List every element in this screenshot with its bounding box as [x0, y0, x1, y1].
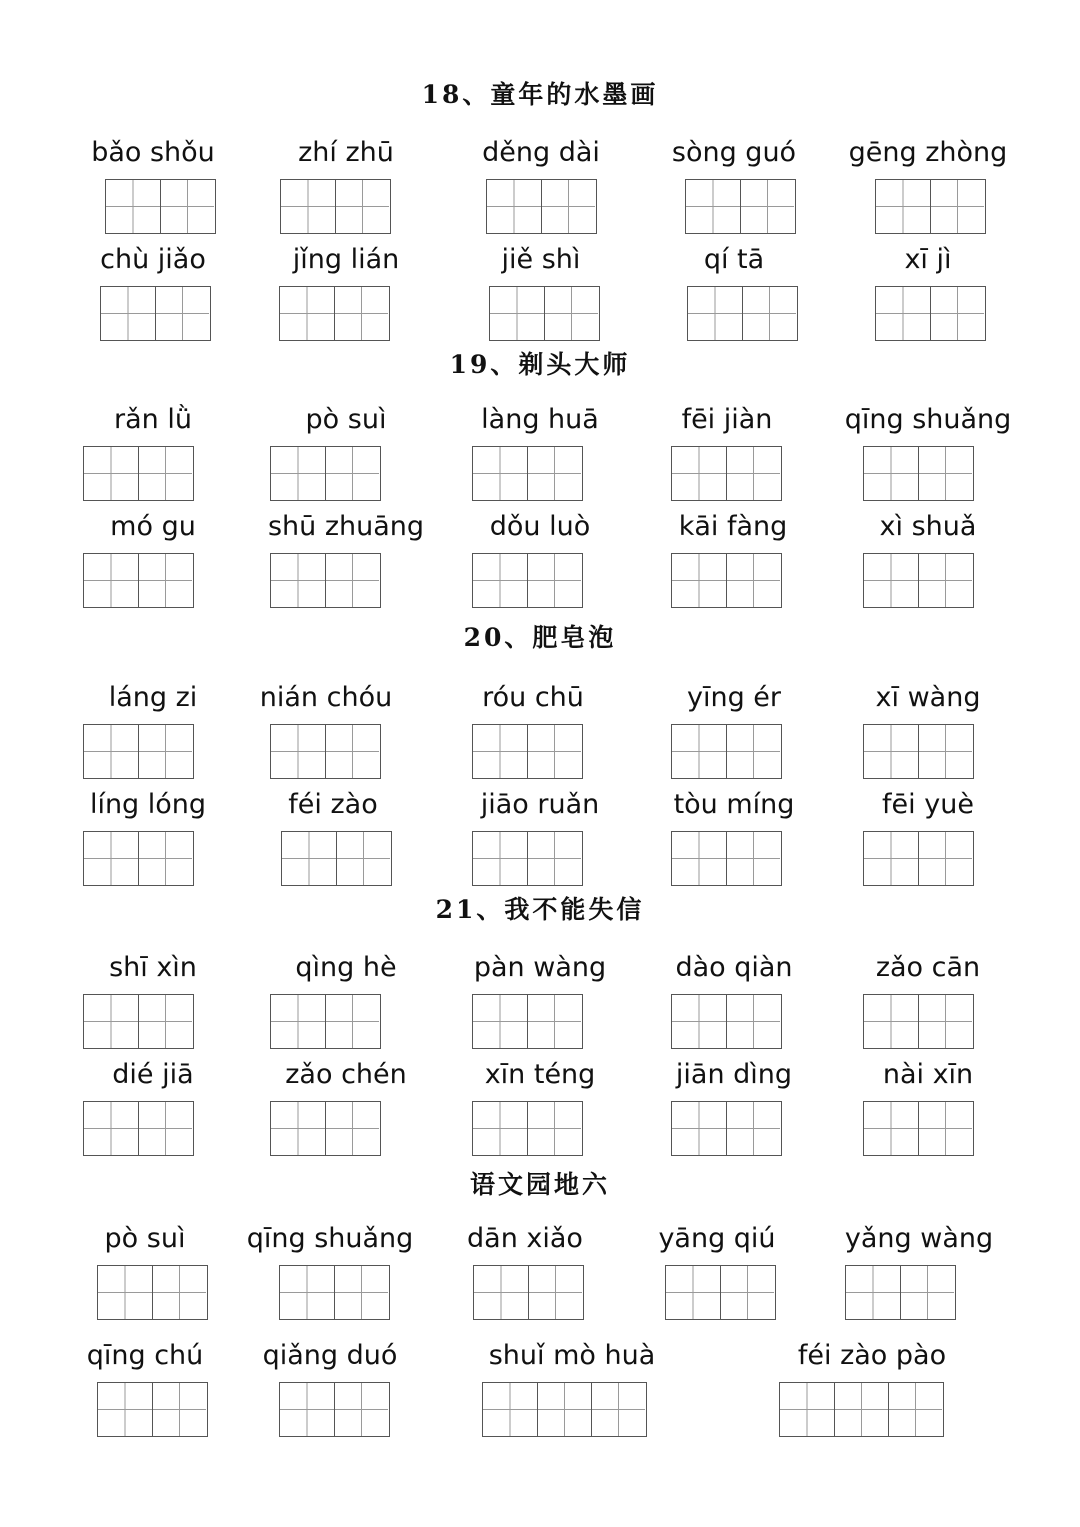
pinyin-label: tòu míng [673, 789, 795, 820]
tian-zi-cell[interactable] [742, 287, 796, 340]
writing-boxes[interactable] [83, 831, 194, 886]
tian-zi-cell[interactable] [726, 554, 780, 607]
tian-zi-cell[interactable] [918, 447, 972, 500]
pinyin-label: pò suì [305, 404, 387, 435]
tian-zi-cell[interactable] [541, 180, 595, 233]
writing-boxes[interactable] [671, 553, 782, 608]
tian-zi-cell[interactable] [84, 554, 138, 607]
pinyin-label: dān xiǎo [467, 1223, 583, 1254]
tian-zi-cell[interactable] [473, 447, 527, 500]
pinyin-label: fēi yuè [882, 789, 974, 820]
pinyin-label: yāng qiú [658, 1223, 776, 1254]
pinyin-label: shuǐ mò huà [488, 1340, 656, 1371]
pinyin-label: shī xìn [109, 952, 197, 983]
tian-zi-cell[interactable] [930, 180, 984, 233]
tian-zi-cell[interactable] [726, 1102, 780, 1155]
tian-zi-cell[interactable] [876, 287, 930, 340]
tian-zi-cell[interactable] [864, 995, 918, 1048]
writing-boxes[interactable] [779, 1382, 944, 1437]
pinyin-label: qīng shuǎng [844, 404, 1012, 435]
tian-zi-cell[interactable] [325, 447, 379, 500]
pinyin-label: róu chū [482, 682, 584, 713]
pinyin-label: pò suì [104, 1223, 186, 1254]
tian-zi-cell[interactable] [138, 1102, 192, 1155]
pinyin-label: xī jì [904, 244, 952, 275]
pinyin-label: xīn téng [484, 1059, 596, 1090]
tian-zi-cell[interactable] [666, 1266, 720, 1319]
tian-zi-cell[interactable] [473, 725, 527, 778]
writing-boxes[interactable] [279, 1265, 390, 1320]
tian-zi-cell[interactable] [528, 1266, 582, 1319]
tian-zi-cell[interactable] [106, 180, 160, 233]
section-title: 20、肥皂泡 [463, 623, 617, 652]
tian-zi-cell[interactable] [537, 1383, 591, 1436]
tian-zi-cell[interactable] [138, 447, 192, 500]
tian-zi-cell[interactable] [474, 1266, 528, 1319]
pinyin-label: sòng guó [671, 137, 797, 168]
tian-zi-cell[interactable] [271, 447, 325, 500]
writing-boxes[interactable] [472, 553, 583, 608]
tian-zi-cell[interactable] [271, 995, 325, 1048]
writing-boxes[interactable] [280, 179, 391, 234]
tian-zi-cell[interactable] [864, 832, 918, 885]
writing-boxes[interactable] [665, 1265, 776, 1320]
writing-boxes[interactable] [270, 994, 381, 1049]
tian-zi-cell[interactable] [918, 1102, 972, 1155]
pinyin-label: zǎo chén [285, 1059, 407, 1090]
tian-zi-cell[interactable] [780, 1383, 834, 1436]
writing-boxes[interactable] [97, 1265, 208, 1320]
writing-boxes[interactable] [472, 831, 583, 886]
tian-zi-cell[interactable] [84, 995, 138, 1048]
writing-boxes[interactable] [863, 553, 974, 608]
pinyin-label: xī wàng [875, 682, 981, 713]
pinyin-label: féi zào pào [797, 1340, 947, 1371]
writing-boxes[interactable] [281, 831, 392, 886]
pinyin-label: zhí zhū [298, 137, 394, 168]
pinyin-label: dǒu luò [489, 511, 591, 542]
tian-zi-cell[interactable] [98, 1383, 152, 1436]
writing-boxes[interactable] [489, 286, 600, 341]
tian-zi-cell[interactable] [672, 554, 726, 607]
tian-zi-cell[interactable] [864, 1102, 918, 1155]
tian-zi-cell[interactable] [473, 832, 527, 885]
tian-zi-cell[interactable] [918, 832, 972, 885]
tian-zi-cell[interactable] [726, 995, 780, 1048]
writing-boxes[interactable] [83, 446, 194, 501]
pinyin-label: nián chóu [259, 682, 393, 713]
tian-zi-cell[interactable] [672, 995, 726, 1048]
tian-zi-cell[interactable] [325, 725, 379, 778]
pinyin-label: qìng hè [295, 952, 397, 983]
writing-boxes[interactable] [671, 994, 782, 1049]
tian-zi-cell[interactable] [846, 1266, 900, 1319]
writing-boxes[interactable] [105, 179, 216, 234]
pinyin-label: rǎn lǜ [114, 404, 192, 435]
tian-zi-cell[interactable] [325, 1102, 379, 1155]
writing-boxes[interactable] [472, 724, 583, 779]
tian-zi-cell[interactable] [527, 1102, 581, 1155]
tian-zi-cell[interactable] [686, 180, 740, 233]
tian-zi-cell[interactable] [740, 180, 794, 233]
tian-zi-cell[interactable] [726, 725, 780, 778]
tian-zi-cell[interactable] [271, 725, 325, 778]
pinyin-label: pàn wàng [473, 952, 607, 983]
pinyin-label: qiǎng duó [262, 1340, 398, 1371]
tian-zi-cell[interactable] [726, 832, 780, 885]
tian-zi-cell[interactable] [101, 287, 155, 340]
tian-zi-cell[interactable] [888, 1383, 942, 1436]
writing-boxes[interactable] [83, 553, 194, 608]
section-title: 21、我不能失信 [435, 895, 645, 924]
tian-zi-cell[interactable] [335, 180, 389, 233]
tian-zi-cell[interactable] [864, 725, 918, 778]
pinyin-label: chù jiǎo [100, 244, 206, 275]
tian-zi-cell[interactable] [138, 725, 192, 778]
writing-boxes[interactable] [83, 1101, 194, 1156]
tian-zi-cell[interactable] [473, 995, 527, 1048]
tian-zi-cell[interactable] [688, 287, 742, 340]
writing-boxes[interactable] [875, 286, 986, 341]
writing-boxes[interactable] [83, 724, 194, 779]
tian-zi-cell[interactable] [876, 180, 930, 233]
section-title: 语文园地六 [469, 1170, 610, 1199]
tian-zi-cell[interactable] [138, 832, 192, 885]
tian-zi-cell[interactable] [527, 832, 581, 885]
writing-boxes[interactable] [863, 446, 974, 501]
pinyin-label: mó gu [110, 511, 196, 542]
tian-zi-cell[interactable] [155, 287, 209, 340]
tian-zi-cell[interactable] [918, 554, 972, 607]
tian-zi-cell[interactable] [672, 1102, 726, 1155]
tian-zi-cell[interactable] [152, 1383, 206, 1436]
writing-boxes[interactable] [875, 179, 986, 234]
tian-zi-cell[interactable] [527, 725, 581, 778]
tian-zi-cell[interactable] [473, 554, 527, 607]
tian-zi-cell[interactable] [672, 447, 726, 500]
tian-zi-cell[interactable] [726, 447, 780, 500]
tian-zi-cell[interactable] [98, 1266, 152, 1319]
tian-zi-cell[interactable] [473, 1102, 527, 1155]
writing-boxes[interactable] [685, 179, 796, 234]
tian-zi-cell[interactable] [864, 554, 918, 607]
tian-zi-cell[interactable] [334, 1266, 388, 1319]
writing-boxes[interactable] [863, 724, 974, 779]
tian-zi-cell[interactable] [160, 180, 214, 233]
tian-zi-cell[interactable] [271, 1102, 325, 1155]
tian-zi-cell[interactable] [280, 1266, 334, 1319]
writing-boxes[interactable] [863, 831, 974, 886]
tian-zi-cell[interactable] [864, 447, 918, 500]
pinyin-label: yǎng wàng [844, 1223, 994, 1254]
pinyin-label: nài xīn [882, 1059, 974, 1090]
writing-boxes[interactable] [671, 831, 782, 886]
writing-boxes[interactable] [472, 1101, 583, 1156]
pinyin-label: děng dài [482, 137, 600, 168]
tian-zi-cell[interactable] [280, 287, 334, 340]
tian-zi-cell[interactable] [84, 832, 138, 885]
pinyin-label: kāi fàng [678, 511, 788, 542]
tian-zi-cell[interactable] [281, 180, 335, 233]
pinyin-label: jiān dìng [675, 1059, 793, 1090]
pinyin-label: qīng shuǎng [246, 1223, 414, 1254]
tian-zi-cell[interactable] [336, 832, 390, 885]
pinyin-label: shū zhuāng [267, 511, 425, 542]
tian-zi-cell[interactable] [672, 725, 726, 778]
tian-zi-cell[interactable] [490, 287, 544, 340]
pinyin-label: jiāo ruǎn [480, 789, 600, 820]
writing-boxes[interactable] [279, 1382, 390, 1437]
writing-boxes[interactable] [270, 1101, 381, 1156]
tian-zi-cell[interactable] [138, 995, 192, 1048]
tian-zi-cell[interactable] [325, 554, 379, 607]
tian-zi-cell[interactable] [834, 1383, 888, 1436]
writing-boxes[interactable] [486, 179, 597, 234]
writing-boxes[interactable] [482, 1382, 647, 1437]
pinyin-label: qīng chú [86, 1340, 204, 1371]
writing-boxes[interactable] [279, 286, 390, 341]
tian-zi-cell[interactable] [918, 995, 972, 1048]
writing-boxes[interactable] [863, 1101, 974, 1156]
writing-boxes[interactable] [472, 446, 583, 501]
tian-zi-cell[interactable] [591, 1383, 645, 1436]
writing-boxes[interactable] [100, 286, 211, 341]
tian-zi-cell[interactable] [280, 1383, 334, 1436]
tian-zi-cell[interactable] [325, 995, 379, 1048]
tian-zi-cell[interactable] [334, 287, 388, 340]
tian-zi-cell[interactable] [483, 1383, 537, 1436]
writing-boxes[interactable] [83, 994, 194, 1049]
pinyin-label: xì shuǎ [879, 511, 977, 542]
tian-zi-cell[interactable] [138, 554, 192, 607]
tian-zi-cell[interactable] [900, 1266, 954, 1319]
section-title: 19、剃头大师 [449, 350, 631, 379]
pinyin-label: féi zào [288, 789, 378, 820]
tian-zi-cell[interactable] [334, 1383, 388, 1436]
writing-boxes[interactable] [845, 1265, 956, 1320]
pinyin-label: zǎo cān [875, 952, 981, 983]
tian-zi-cell[interactable] [720, 1266, 774, 1319]
writing-boxes[interactable] [270, 446, 381, 501]
writing-boxes[interactable] [671, 446, 782, 501]
tian-zi-cell[interactable] [930, 287, 984, 340]
pinyin-label: dié jiā [112, 1059, 194, 1090]
tian-zi-cell[interactable] [918, 725, 972, 778]
tian-zi-cell[interactable] [282, 832, 336, 885]
pinyin-label: fēi jiàn [681, 404, 773, 435]
pinyin-label: bǎo shǒu [91, 137, 215, 168]
writing-boxes[interactable] [671, 724, 782, 779]
writing-boxes[interactable] [473, 1265, 584, 1320]
writing-boxes[interactable] [671, 1101, 782, 1156]
tian-zi-cell[interactable] [527, 995, 581, 1048]
writing-boxes[interactable] [97, 1382, 208, 1437]
pinyin-label: líng lóng [89, 789, 207, 820]
section-title: 18、童年的水墨画 [421, 80, 659, 109]
tian-zi-cell[interactable] [84, 725, 138, 778]
tian-zi-cell[interactable] [84, 1102, 138, 1155]
pinyin-label: láng zi [108, 682, 198, 713]
writing-boxes[interactable] [687, 286, 798, 341]
tian-zi-cell[interactable] [527, 447, 581, 500]
pinyin-label: dào qiàn [675, 952, 793, 983]
pinyin-label: yīng ér [686, 682, 782, 713]
pinyin-label: jǐng lián [292, 244, 400, 275]
tian-zi-cell[interactable] [84, 447, 138, 500]
pinyin-label: gēng zhòng [848, 137, 1008, 168]
pinyin-label: jiě shì [501, 244, 581, 275]
writing-boxes[interactable] [270, 724, 381, 779]
tian-zi-cell[interactable] [672, 832, 726, 885]
writing-boxes[interactable] [270, 553, 381, 608]
tian-zi-cell[interactable] [544, 287, 598, 340]
writing-boxes[interactable] [472, 994, 583, 1049]
tian-zi-cell[interactable] [152, 1266, 206, 1319]
pinyin-label: qí tā [703, 244, 765, 275]
tian-zi-cell[interactable] [487, 180, 541, 233]
writing-boxes[interactable] [863, 994, 974, 1049]
tian-zi-cell[interactable] [527, 554, 581, 607]
tian-zi-cell[interactable] [271, 554, 325, 607]
pinyin-label: làng huā [481, 404, 599, 435]
